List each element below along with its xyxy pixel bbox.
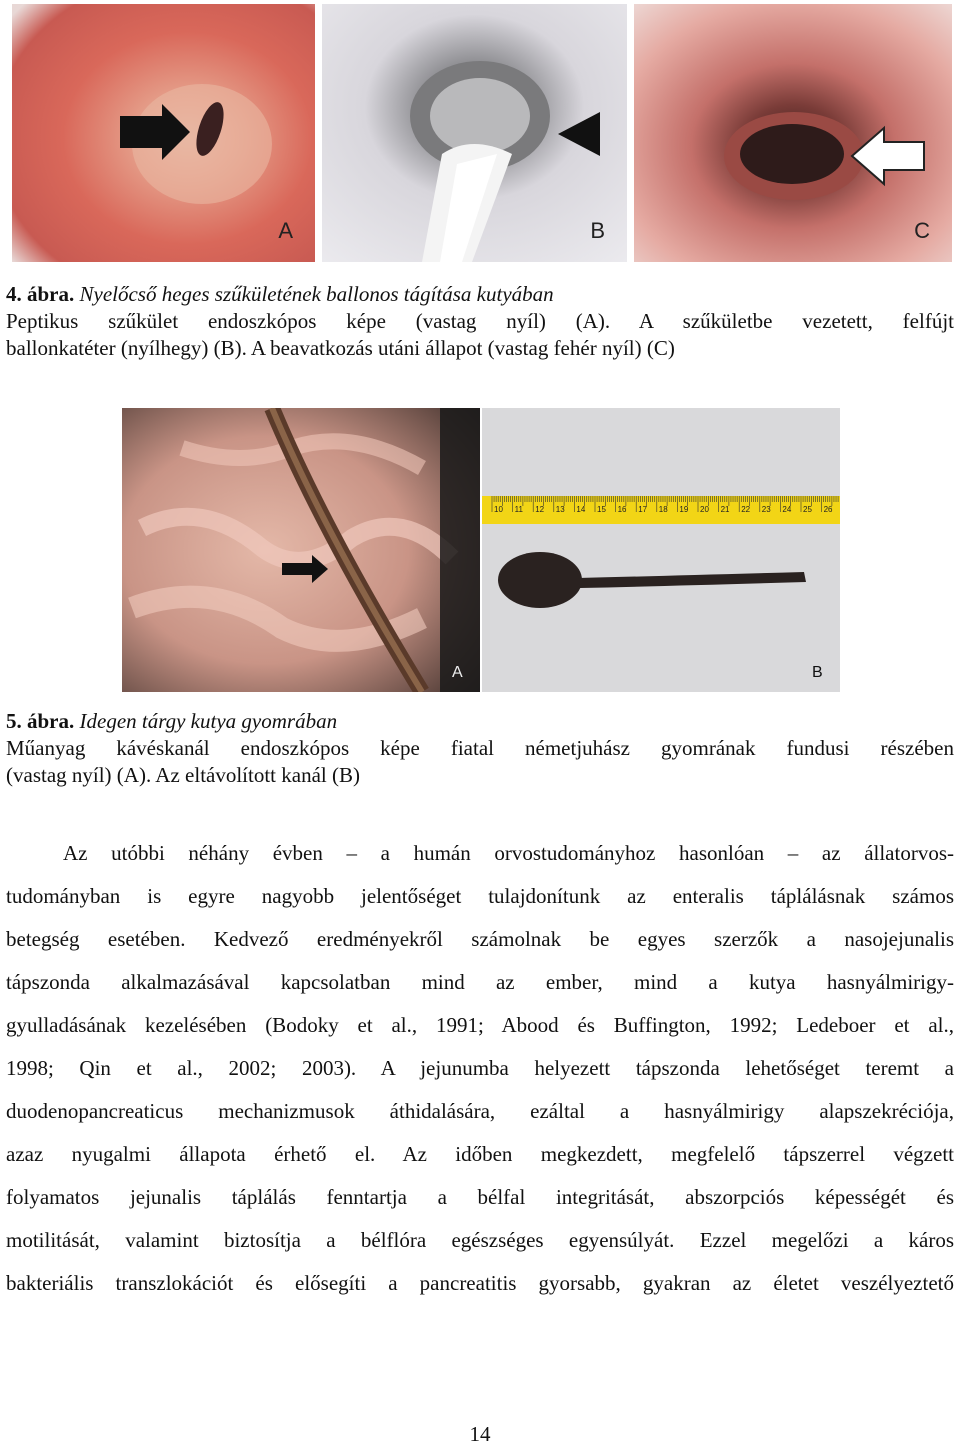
panel-label-b: B xyxy=(590,218,605,243)
figure-5-caption-line: (vastag nyíl) (A). Az eltávolított kanál (B) xyxy=(6,763,360,787)
ruler-number: 18 xyxy=(658,505,668,514)
body-line: bakteriális transzlokációt és elősegíti a pancreatitis gyorsabb, gyakran az életet veszélyeztető xyxy=(6,1271,954,1295)
figure-4-panel-a xyxy=(12,4,315,262)
ruler-number: 20 xyxy=(700,505,709,514)
body-line: tápszonda alkalmazásával kapcsolatban mind az ember, mind a kutya hasnyálmirigy- xyxy=(6,970,954,994)
figure-4 xyxy=(12,4,952,262)
ruler-number: 12 xyxy=(535,505,545,514)
figure-5-label: 5. ábra. xyxy=(6,709,75,733)
body-line: gyulladásának kezelésében (Bodoky et al., 1991; Abood és Buffington, 1992; Ledeboer et al., xyxy=(6,1013,954,1037)
body-line: betegség esetében. Kedvező eredményekről számolnak be egyes szerzők a nasojejunalis xyxy=(6,927,954,951)
ruler-number: 24 xyxy=(782,505,792,514)
ruler-number: 10 xyxy=(494,505,503,514)
panel-label-5a: A xyxy=(452,664,463,681)
body-paragraph xyxy=(6,832,954,1305)
figure-4-caption-line: ballonkatéter (nyílhegy) (B). A beavatkozás utáni állapot (vastag fehér nyíl) (C) xyxy=(6,336,675,360)
endoscopy-image-stomach xyxy=(122,408,480,692)
body-line: folyamatos jejunalis táplálás fenntartja a bélfal integritását, abszorpciós képességét és xyxy=(6,1185,954,1209)
endoscopy-image-c xyxy=(634,4,952,262)
ruler-number: 17 xyxy=(638,505,648,514)
figure-5-panel-a xyxy=(122,408,480,692)
spoon-photo xyxy=(482,408,840,692)
figure-5-caption-heading xyxy=(6,708,954,735)
figure-4-label: 4. ábra. xyxy=(6,282,75,306)
figure-5-panel-b xyxy=(482,408,840,692)
ruler-number: 21 xyxy=(720,505,730,514)
ruler-number: 22 xyxy=(741,505,751,514)
body-line: Az utóbbi néhány évben – a humán orvostudományhoz hasonlóan – az állatorvos- xyxy=(63,841,954,865)
figure-4-caption-line: Peptikus szűkület endoszkópos képe (vastag nyíl) (A). A szűkületbe vezetett, felfújt xyxy=(6,309,954,333)
figure-5-title: Idegen tárgy kutya gyomrában xyxy=(79,709,338,733)
ruler-number: 14 xyxy=(576,505,586,514)
ruler-number: 19 xyxy=(679,505,689,514)
panel-label-a: A xyxy=(278,218,293,243)
ruler-number: 26 xyxy=(823,505,833,514)
figure-4-panel-b xyxy=(322,4,627,262)
figure-4-caption-heading xyxy=(6,281,954,308)
endoscopy-image-b xyxy=(322,4,627,262)
ruler-number: 15 xyxy=(597,505,606,514)
body-line: tudományban is egyre nagyobb jelentőséget tulajdonítunk az enteralis táplálásnak számos xyxy=(6,884,954,908)
figure-5-caption-line: Műanyag kávéskanál endoszkópos képe fiatal németjuhász gyomrának fundusi részében xyxy=(6,736,954,760)
ruler-number: 23 xyxy=(761,505,771,514)
figure-4-title: Nyelőcső heges szűkületének ballonos tágítása kutyában xyxy=(79,282,554,306)
body-line: azaz nyugalmi állapota érhető el. Az időben megkezdett, megfelelő tápszerrel végzett xyxy=(6,1142,954,1166)
panel-label-5b: B xyxy=(812,664,823,681)
body-line: motilitását, valamint biztosítja a bélflóra egészséges egyensúlyát. Ezzel megelőzi a káros xyxy=(6,1228,954,1252)
body-line: duodenopancreaticus mechanizmusok áthidalására, ezáltal a hasnyálmirigy alapszekréciója, xyxy=(6,1099,954,1123)
page-number: 14 xyxy=(469,1422,491,1446)
ruler-number: 13 xyxy=(555,505,565,514)
panel-label-c: C xyxy=(914,218,930,243)
endoscopy-image-a xyxy=(12,4,315,262)
ruler-number: 25 xyxy=(803,505,812,514)
ruler-number: 16 xyxy=(617,505,627,514)
ruler-number: 11 xyxy=(514,505,523,514)
figure-4-panel-c xyxy=(634,4,952,262)
figure-4-caption xyxy=(6,281,954,362)
figure-5-caption xyxy=(6,708,954,789)
body-line: 1998; Qin et al., 2002; 2003). A jejunumba helyezett tápszonda lehetőséget teremt a xyxy=(6,1056,954,1080)
